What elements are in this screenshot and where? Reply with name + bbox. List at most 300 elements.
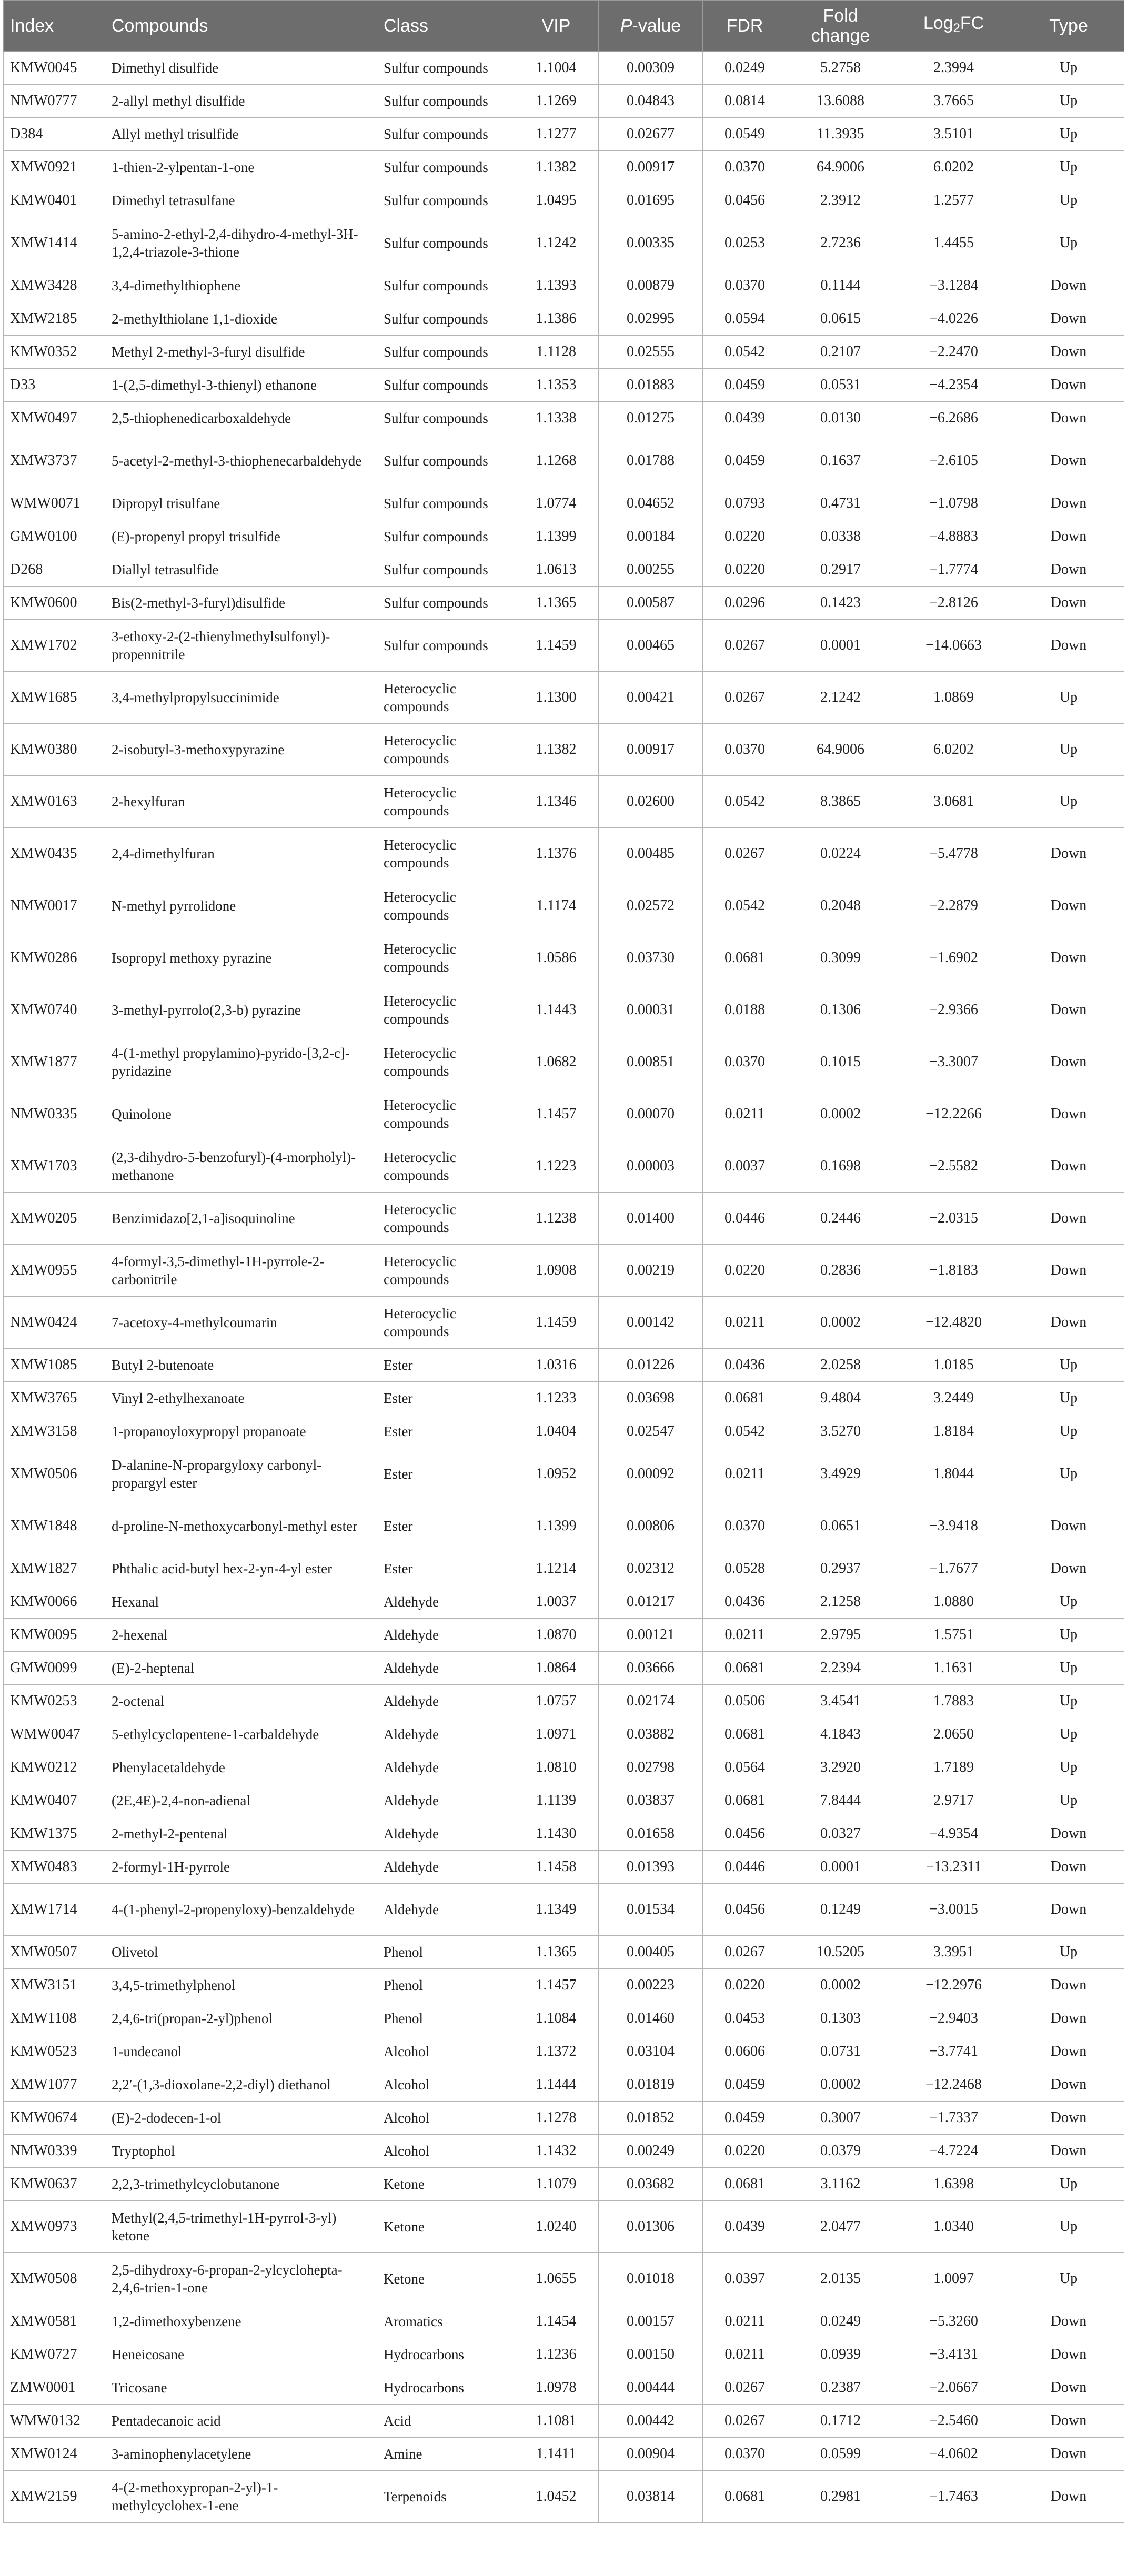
cell-fdr: 0.0446 — [703, 1193, 787, 1245]
table-row — [4, 1884, 1124, 1936]
cell-index: XMW2185 — [4, 302, 105, 336]
cell-log2fc: −12.2468 — [894, 2068, 1013, 2102]
cell-fdr: 0.0542 — [703, 1415, 787, 1448]
cell-class: Aldehyde — [377, 1652, 514, 1685]
table-row — [4, 1718, 1124, 1751]
cell-log2fc: 1.1631 — [894, 1652, 1013, 1685]
cell-fold-change: 0.0731 — [787, 2035, 894, 2068]
cell-index: KMW0212 — [4, 1751, 105, 1784]
cell-pvalue: 0.00142 — [599, 1297, 703, 1349]
cell-compound: D-alanine-N-propargyloxy carbonyl-propargyl ester — [105, 1448, 377, 1500]
cell-class: Sulfur compounds — [377, 620, 514, 672]
cell-pvalue: 0.02174 — [599, 1685, 703, 1718]
cell-compound: Allyl methyl trisulfide — [105, 118, 377, 151]
cell-pvalue: 0.02547 — [599, 1415, 703, 1448]
cell-pvalue: 0.02572 — [599, 880, 703, 932]
header-fold-line2: change — [811, 26, 870, 46]
cell-log2fc: −4.7224 — [894, 2135, 1013, 2168]
cell-pvalue: 0.01460 — [599, 2002, 703, 2035]
cell-log2fc: −5.4778 — [894, 828, 1013, 880]
cell-type: Up — [1013, 1382, 1124, 1415]
cell-index: NMW0424 — [4, 1297, 105, 1349]
cell-type: Up — [1013, 2168, 1124, 2201]
cell-log2fc: 1.7189 — [894, 1751, 1013, 1784]
cell-log2fc: 1.0340 — [894, 2201, 1013, 2253]
cell-class: Terpenoids — [377, 2471, 514, 2523]
cell-fold-change: 0.0327 — [787, 1817, 894, 1851]
cell-vip: 1.0864 — [514, 1652, 599, 1685]
table-row — [4, 184, 1124, 217]
table-row — [4, 487, 1124, 520]
cell-class: Heterocyclic compounds — [377, 1036, 514, 1088]
cell-type: Up — [1013, 217, 1124, 269]
cell-fold-change: 0.1698 — [787, 1140, 894, 1193]
cell-vip: 1.1084 — [514, 2002, 599, 2035]
cell-class: Aldehyde — [377, 1585, 514, 1619]
cell-pvalue: 0.03104 — [599, 2035, 703, 2068]
table-row — [4, 435, 1124, 487]
header-fold-line1: Fold — [823, 6, 858, 26]
header-pvalue — [599, 1, 703, 52]
cell-index: KMW0674 — [4, 2102, 105, 2135]
header-class: Class — [377, 1, 514, 52]
cell-pvalue: 0.00150 — [599, 2338, 703, 2371]
header-index: Index — [4, 1, 105, 52]
cell-fdr: 0.0188 — [703, 984, 787, 1036]
cell-pvalue: 0.03882 — [599, 1718, 703, 1751]
cell-index: XMW1827 — [4, 1552, 105, 1585]
cell-fdr: 0.0564 — [703, 1751, 787, 1784]
cell-class: Aldehyde — [377, 1817, 514, 1851]
cell-vip: 1.1432 — [514, 2135, 599, 2168]
cell-pvalue: 0.00587 — [599, 587, 703, 620]
table-row — [4, 2305, 1124, 2338]
header-log-sub: 2 — [953, 21, 960, 35]
cell-fdr: 0.0506 — [703, 1685, 787, 1718]
cell-class: Sulfur compounds — [377, 336, 514, 369]
cell-fdr: 0.0370 — [703, 1500, 787, 1552]
cell-vip: 1.1430 — [514, 1817, 599, 1851]
cell-compound: Olivetol — [105, 1936, 377, 1969]
cell-fdr: 0.0267 — [703, 672, 787, 724]
cell-index: D268 — [4, 553, 105, 587]
cell-pvalue: 0.00335 — [599, 217, 703, 269]
table-row — [4, 1349, 1124, 1382]
cell-vip: 1.0810 — [514, 1751, 599, 1784]
cell-fold-change: 0.0002 — [787, 1969, 894, 2002]
cell-log2fc: −6.2686 — [894, 402, 1013, 435]
cell-fdr: 0.0453 — [703, 2002, 787, 2035]
cell-compound: 3-methyl-pyrrolo(2,3-b) pyrazine — [105, 984, 377, 1036]
cell-fold-change: 0.2107 — [787, 336, 894, 369]
cell-type: Up — [1013, 1415, 1124, 1448]
cell-compound: Quinolone — [105, 1088, 377, 1140]
cell-compound: 2,2,3-trimethylcyclobutanone — [105, 2168, 377, 2201]
cell-compound: 4-formyl-3,5-dimethyl-1H-pyrrole-2-carbonitrile — [105, 1245, 377, 1297]
cell-log2fc: −2.0667 — [894, 2371, 1013, 2405]
cell-class: Aldehyde — [377, 1619, 514, 1652]
cell-pvalue: 0.00157 — [599, 2305, 703, 2338]
cell-vip: 1.0978 — [514, 2371, 599, 2405]
cell-vip: 1.1349 — [514, 1884, 599, 1936]
cell-fdr: 0.0267 — [703, 828, 787, 880]
table-row — [4, 85, 1124, 118]
cell-compound: 3-ethoxy-2-(2-thienylmethylsulfonyl)-propennitrile — [105, 620, 377, 672]
cell-compound: 1-propanoyloxypropyl propanoate — [105, 1415, 377, 1448]
cell-vip: 1.1382 — [514, 724, 599, 776]
cell-compound: 3,4,5-trimethylphenol — [105, 1969, 377, 2002]
cell-fold-change: 0.0001 — [787, 1851, 894, 1884]
cell-compound: Heneicosane — [105, 2338, 377, 2371]
cell-index: KMW0066 — [4, 1585, 105, 1619]
cell-index: XMW1685 — [4, 672, 105, 724]
cell-fold-change: 0.0651 — [787, 1500, 894, 1552]
cell-fold-change: 2.7236 — [787, 217, 894, 269]
cell-vip: 1.0971 — [514, 1718, 599, 1751]
cell-fdr: 0.0594 — [703, 302, 787, 336]
cell-compound: 5-ethylcyclopentene-1-carbaldehyde — [105, 1718, 377, 1751]
cell-compound: 3-aminophenylacetylene — [105, 2438, 377, 2471]
cell-index: KMW0727 — [4, 2338, 105, 2371]
cell-pvalue: 0.00465 — [599, 620, 703, 672]
cell-compound: 7-acetoxy-4-methylcoumarin — [105, 1297, 377, 1349]
cell-vip: 1.1233 — [514, 1382, 599, 1415]
cell-type: Up — [1013, 1585, 1124, 1619]
cell-index: XMW3428 — [4, 269, 105, 302]
cell-compound: d-proline-N-methoxycarbonyl-methyl ester — [105, 1500, 377, 1552]
cell-fdr: 0.0037 — [703, 1140, 787, 1193]
cell-log2fc: −2.5460 — [894, 2405, 1013, 2438]
cell-vip: 1.1081 — [514, 2405, 599, 2438]
cell-fold-change: 0.2048 — [787, 880, 894, 932]
cell-index: XMW0506 — [4, 1448, 105, 1500]
cell-fdr: 0.0436 — [703, 1349, 787, 1382]
cell-vip: 1.1238 — [514, 1193, 599, 1245]
cell-log2fc: 1.8044 — [894, 1448, 1013, 1500]
cell-fold-change: 2.0135 — [787, 2253, 894, 2305]
cell-vip: 1.1459 — [514, 1297, 599, 1349]
table-row — [4, 2135, 1124, 2168]
table-row — [4, 52, 1124, 85]
table-row — [4, 620, 1124, 672]
cell-compound: Tryptophol — [105, 2135, 377, 2168]
cell-fdr: 0.0267 — [703, 1936, 787, 1969]
table-row — [4, 1382, 1124, 1415]
table-row — [4, 2253, 1124, 2305]
cell-fold-change: 0.1144 — [787, 269, 894, 302]
header-compounds: Compounds — [105, 1, 377, 52]
cell-fold-change: 0.2387 — [787, 2371, 894, 2405]
cell-index: XMW2159 — [4, 2471, 105, 2523]
cell-type: Down — [1013, 2102, 1124, 2135]
cell-vip: 1.1353 — [514, 369, 599, 402]
cell-type: Up — [1013, 1936, 1124, 1969]
cell-class: Aldehyde — [377, 1851, 514, 1884]
cell-fdr: 0.0542 — [703, 336, 787, 369]
cell-fdr: 0.0211 — [703, 1448, 787, 1500]
cell-compound: 2-octenal — [105, 1685, 377, 1718]
cell-class: Alcohol — [377, 2135, 514, 2168]
cell-compound: Bis(2-methyl-3-furyl)disulfide — [105, 587, 377, 620]
cell-class: Heterocyclic compounds — [377, 1140, 514, 1193]
cell-vip: 1.1457 — [514, 1969, 599, 2002]
cell-log2fc: −2.9403 — [894, 2002, 1013, 2035]
cell-pvalue: 0.02798 — [599, 1751, 703, 1784]
cell-index: XMW0921 — [4, 151, 105, 184]
cell-index: XMW3151 — [4, 1969, 105, 2002]
cell-pvalue: 0.03666 — [599, 1652, 703, 1685]
cell-fold-change: 0.1306 — [787, 984, 894, 1036]
cell-compound: Tricosane — [105, 2371, 377, 2405]
cell-type: Up — [1013, 52, 1124, 85]
cell-pvalue: 0.00070 — [599, 1088, 703, 1140]
cell-type: Down — [1013, 1817, 1124, 1851]
cell-pvalue: 0.01788 — [599, 435, 703, 487]
table-row — [4, 1784, 1124, 1817]
cell-pvalue: 0.00917 — [599, 151, 703, 184]
table-row — [4, 828, 1124, 880]
cell-index: WMW0132 — [4, 2405, 105, 2438]
cell-log2fc: −1.6902 — [894, 932, 1013, 984]
cell-log2fc: 3.3951 — [894, 1936, 1013, 1969]
cell-type: Up — [1013, 1718, 1124, 1751]
cell-fdr: 0.0681 — [703, 1718, 787, 1751]
cell-fdr: 0.0249 — [703, 52, 787, 85]
cell-fold-change: 0.0130 — [787, 402, 894, 435]
cell-compound: Pentadecanoic acid — [105, 2405, 377, 2438]
table-row — [4, 1851, 1124, 1884]
cell-fold-change: 0.2446 — [787, 1193, 894, 1245]
cell-fdr: 0.0681 — [703, 1652, 787, 1685]
cell-fdr: 0.0211 — [703, 1619, 787, 1652]
cell-compound: Dimethyl tetrasulfane — [105, 184, 377, 217]
cell-type: Down — [1013, 435, 1124, 487]
cell-vip: 1.1338 — [514, 402, 599, 435]
cell-compound: (E)-2-dodecen-1-ol — [105, 2102, 377, 2135]
cell-fdr: 0.0606 — [703, 2035, 787, 2068]
cell-fold-change: 0.1712 — [787, 2405, 894, 2438]
cell-type: Down — [1013, 1552, 1124, 1585]
cell-type: Down — [1013, 520, 1124, 553]
cell-index: KMW0253 — [4, 1685, 105, 1718]
cell-class: Heterocyclic compounds — [377, 932, 514, 984]
cell-type: Down — [1013, 2371, 1124, 2405]
cell-log2fc: −4.0226 — [894, 302, 1013, 336]
cell-type: Up — [1013, 1685, 1124, 1718]
cell-fold-change: 0.3007 — [787, 2102, 894, 2135]
cell-log2fc: −2.6105 — [894, 435, 1013, 487]
cell-vip: 1.0037 — [514, 1585, 599, 1619]
table-row — [4, 587, 1124, 620]
cell-class: Aromatics — [377, 2305, 514, 2338]
cell-fdr: 0.0220 — [703, 2135, 787, 2168]
table-body — [4, 52, 1124, 2523]
cell-vip: 1.0655 — [514, 2253, 599, 2305]
cell-type: Up — [1013, 1349, 1124, 1382]
cell-fdr: 0.0681 — [703, 2168, 787, 2201]
cell-pvalue: 0.00309 — [599, 52, 703, 85]
cell-class: Ester — [377, 1448, 514, 1500]
cell-vip: 1.1444 — [514, 2068, 599, 2102]
cell-index: XMW0483 — [4, 1851, 105, 1884]
cell-log2fc: −13.2311 — [894, 1851, 1013, 1884]
table-row — [4, 1751, 1124, 1784]
cell-index: KMW0095 — [4, 1619, 105, 1652]
cell-fdr: 0.0211 — [703, 1297, 787, 1349]
cell-compound: Diallyl tetrasulfide — [105, 553, 377, 587]
cell-index: XMW0955 — [4, 1245, 105, 1297]
cell-type: Down — [1013, 1036, 1124, 1088]
header-pvalue-rest: -value — [632, 16, 681, 36]
table-row — [4, 880, 1124, 932]
cell-fold-change: 2.1258 — [787, 1585, 894, 1619]
cell-compound: Dimethyl disulfide — [105, 52, 377, 85]
cell-pvalue: 0.02555 — [599, 336, 703, 369]
cell-fdr: 0.0542 — [703, 880, 787, 932]
cell-pvalue: 0.00485 — [599, 828, 703, 880]
cell-log2fc: 1.5751 — [894, 1619, 1013, 1652]
cell-fold-change: 7.8444 — [787, 1784, 894, 1817]
cell-class: Sulfur compounds — [377, 52, 514, 85]
cell-vip: 1.1242 — [514, 217, 599, 269]
cell-log2fc: −2.5582 — [894, 1140, 1013, 1193]
cell-fdr: 0.0220 — [703, 1245, 787, 1297]
cell-class: Sulfur compounds — [377, 269, 514, 302]
cell-vip: 1.1443 — [514, 984, 599, 1036]
cell-compound: N-methyl pyrrolidone — [105, 880, 377, 932]
cell-class: Hydrocarbons — [377, 2338, 514, 2371]
table-row — [4, 1817, 1124, 1851]
cell-index: XMW0581 — [4, 2305, 105, 2338]
cell-compound: Phenylacetaldehyde — [105, 1751, 377, 1784]
cell-pvalue: 0.01306 — [599, 2201, 703, 2253]
cell-log2fc: 1.6398 — [894, 2168, 1013, 2201]
cell-pvalue: 0.00806 — [599, 1500, 703, 1552]
cell-type: Down — [1013, 2002, 1124, 2035]
cell-type: Down — [1013, 369, 1124, 402]
cell-fold-change: 0.1423 — [787, 587, 894, 620]
cell-class: Ketone — [377, 2201, 514, 2253]
cell-fold-change: 0.2836 — [787, 1245, 894, 1297]
cell-type: Up — [1013, 118, 1124, 151]
table-row — [4, 1552, 1124, 1585]
cell-fdr: 0.0370 — [703, 2438, 787, 2471]
cell-compound: Butyl 2-butenoate — [105, 1349, 377, 1382]
cell-type: Down — [1013, 302, 1124, 336]
cell-vip: 1.0586 — [514, 932, 599, 984]
cell-compound: 2,4-dimethylfuran — [105, 828, 377, 880]
table-row — [4, 2068, 1124, 2102]
cell-class: Sulfur compounds — [377, 435, 514, 487]
cell-fdr: 0.0681 — [703, 1784, 787, 1817]
cell-class: Heterocyclic compounds — [377, 828, 514, 880]
cell-fdr: 0.0459 — [703, 2102, 787, 2135]
cell-type: Up — [1013, 1784, 1124, 1817]
cell-log2fc: −1.7774 — [894, 553, 1013, 587]
cell-pvalue: 0.00442 — [599, 2405, 703, 2438]
cell-vip: 1.1346 — [514, 776, 599, 828]
cell-fold-change: 5.2758 — [787, 52, 894, 85]
cell-type: Down — [1013, 1193, 1124, 1245]
cell-class: Heterocyclic compounds — [377, 880, 514, 932]
cell-type: Up — [1013, 1619, 1124, 1652]
cell-fdr: 0.0220 — [703, 553, 787, 587]
cell-class: Sulfur compounds — [377, 487, 514, 520]
cell-pvalue: 0.01819 — [599, 2068, 703, 2102]
cell-log2fc: −12.4820 — [894, 1297, 1013, 1349]
table-row — [4, 2002, 1124, 2035]
cell-log2fc: 3.2449 — [894, 1382, 1013, 1415]
header-log-base: Log — [923, 13, 953, 34]
cell-log2fc: −4.2354 — [894, 369, 1013, 402]
cell-vip: 1.1457 — [514, 1088, 599, 1140]
cell-vip: 1.1458 — [514, 1851, 599, 1884]
table-row — [4, 369, 1124, 402]
cell-pvalue: 0.01217 — [599, 1585, 703, 1619]
cell-pvalue: 0.01226 — [599, 1349, 703, 1382]
cell-type: Up — [1013, 776, 1124, 828]
cell-log2fc: −1.7677 — [894, 1552, 1013, 1585]
cell-class: Alcohol — [377, 2102, 514, 2135]
cell-compound: 2,4,6-tri(propan-2-yl)phenol — [105, 2002, 377, 2035]
cell-pvalue: 0.00851 — [599, 1036, 703, 1088]
cell-fdr: 0.0681 — [703, 932, 787, 984]
cell-log2fc: 6.0202 — [894, 151, 1013, 184]
cell-fold-change: 10.5205 — [787, 1936, 894, 1969]
cell-index: NMW0017 — [4, 880, 105, 932]
cell-fold-change: 0.0531 — [787, 369, 894, 402]
cell-log2fc: −3.1284 — [894, 269, 1013, 302]
cell-pvalue: 0.01400 — [599, 1193, 703, 1245]
cell-index: XMW1877 — [4, 1036, 105, 1088]
cell-compound: 3,4-dimethylthiophene — [105, 269, 377, 302]
cell-fold-change: 0.0615 — [787, 302, 894, 336]
cell-type: Down — [1013, 932, 1124, 984]
cell-fold-change: 0.0939 — [787, 2338, 894, 2371]
cell-log2fc: −3.4131 — [894, 2338, 1013, 2371]
cell-log2fc: 1.0185 — [894, 1349, 1013, 1382]
cell-compound: Benzimidazo[2,1-a]isoquinoline — [105, 1193, 377, 1245]
cell-index: XMW0507 — [4, 1936, 105, 1969]
cell-fdr: 0.0370 — [703, 1036, 787, 1088]
table-row — [4, 672, 1124, 724]
cell-fdr: 0.0459 — [703, 369, 787, 402]
table-row — [4, 336, 1124, 369]
cell-vip: 1.1399 — [514, 520, 599, 553]
cell-fold-change: 11.3935 — [787, 118, 894, 151]
table-row — [4, 2338, 1124, 2371]
cell-pvalue: 0.01018 — [599, 2253, 703, 2305]
cell-compound: 2-isobutyl-3-methoxypyrazine — [105, 724, 377, 776]
cell-index: ZMW0001 — [4, 2371, 105, 2405]
cell-type: Down — [1013, 828, 1124, 880]
cell-pvalue: 0.00904 — [599, 2438, 703, 2471]
cell-vip: 1.1139 — [514, 1784, 599, 1817]
cell-vip: 1.0452 — [514, 2471, 599, 2523]
cell-log2fc: 3.7665 — [894, 85, 1013, 118]
cell-fold-change: 0.1015 — [787, 1036, 894, 1088]
cell-pvalue: 0.01393 — [599, 1851, 703, 1884]
cell-fold-change: 0.0002 — [787, 1088, 894, 1140]
cell-index: KMW0407 — [4, 1784, 105, 1817]
cell-type: Up — [1013, 1652, 1124, 1685]
cell-class: Sulfur compounds — [377, 118, 514, 151]
cell-log2fc: 1.2577 — [894, 184, 1013, 217]
cell-fold-change: 0.0249 — [787, 2305, 894, 2338]
cell-vip: 1.0240 — [514, 2201, 599, 2253]
cell-type: Down — [1013, 1969, 1124, 2002]
cell-vip: 1.1459 — [514, 620, 599, 672]
